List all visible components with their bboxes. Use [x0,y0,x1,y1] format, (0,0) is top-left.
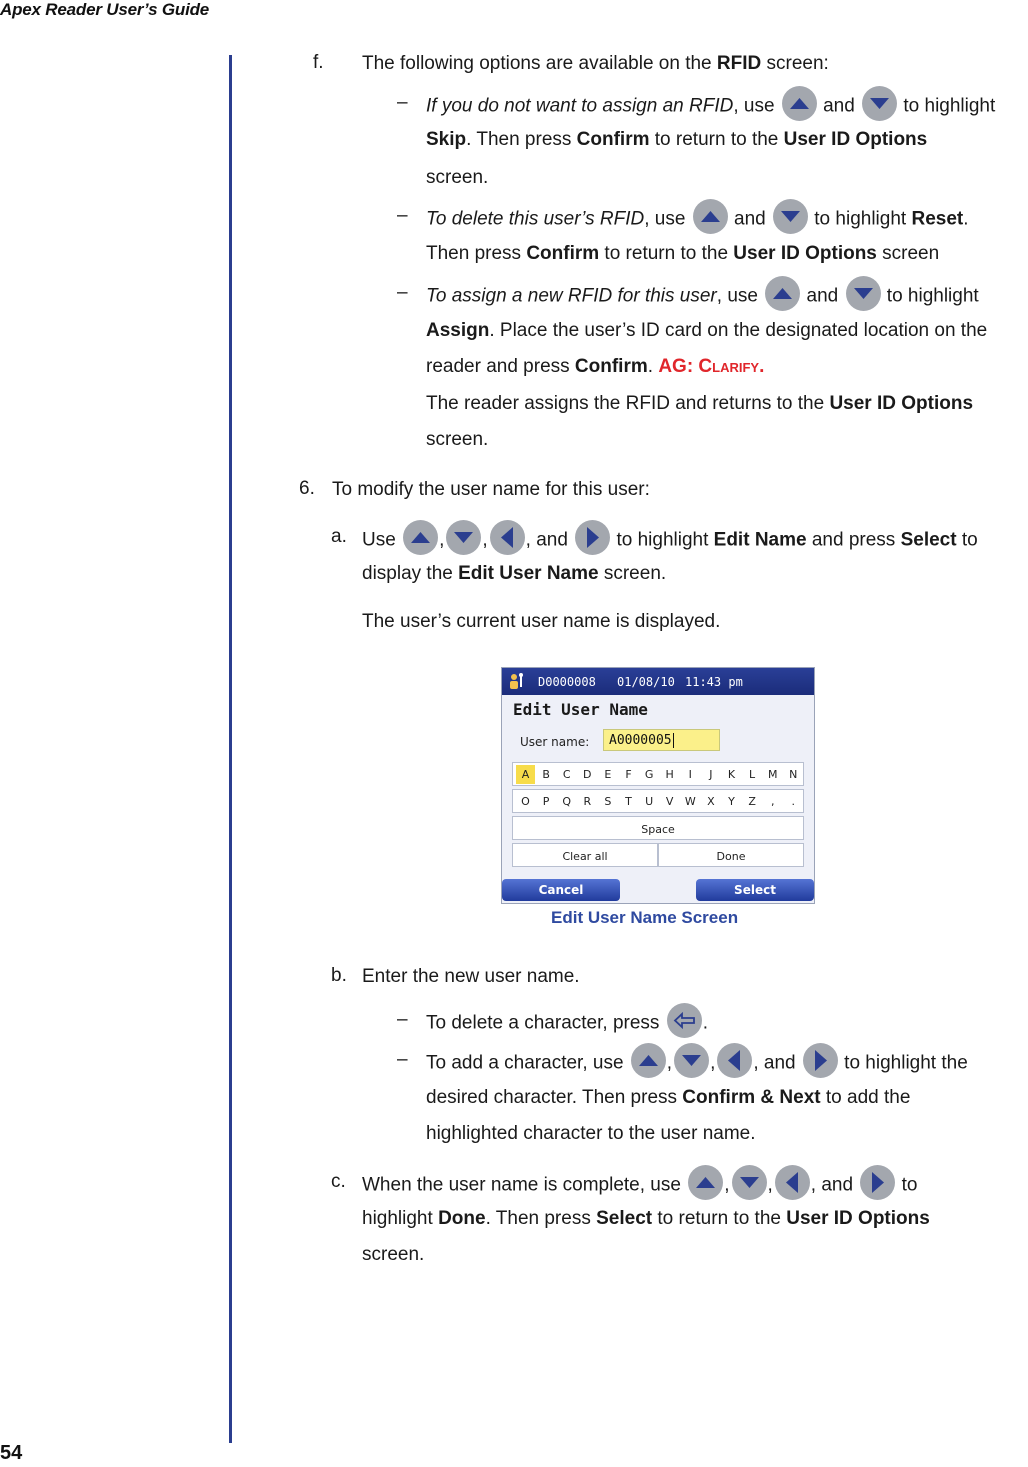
keyboard-key[interactable]: W [684,795,696,808]
up-arrow-button-icon [688,1165,723,1200]
edit-user-name-screenshot [501,667,815,904]
user-name-field[interactable]: A0000005 [603,729,720,751]
right-arrow-button-icon [860,1165,895,1200]
reset-option-line-1: To delete this user’s RFID, use and to highlight Reset. [426,205,969,234]
keyboard-row-1 [512,762,804,786]
editor-note: AG: Clarify. [658,356,765,377]
keyboard-key[interactable]: G [644,768,654,781]
step-6a-line-2: display the Edit User Name screen. [362,563,667,584]
select-softkey[interactable]: Select [696,879,814,901]
keyboard-key[interactable]: R [583,795,592,808]
list-marker-f: f. [313,52,324,73]
screenshot-time: 11:43 pm [685,675,743,689]
down-arrow-button-icon [446,520,481,555]
down-arrow-button-icon [674,1043,709,1078]
user-name-label: User name: [520,735,590,749]
assign-option-line-5: screen. [426,429,489,450]
left-arrow-button-icon [490,520,525,555]
dash-bullet: – [397,92,408,113]
down-arrow-button-icon [732,1165,767,1200]
keyboard-key[interactable]: P [542,795,550,808]
down-arrow-button-icon [862,86,897,121]
keyboard-key[interactable]: L [749,768,756,781]
up-arrow-button-icon [782,86,817,121]
keyboard-key[interactable]: J [709,768,713,781]
keyboard-key[interactable]: I [688,768,692,781]
keyboard-key[interactable]: H [665,768,674,781]
done-key[interactable]: Done [658,843,804,867]
list-marker-a: a. [331,526,347,547]
assign-option-line-2: Assign. Place the user’s ID card on the designated location on the [426,320,988,341]
dash-bullet: – [397,1049,408,1070]
keyboard-key[interactable]: , [770,795,775,808]
right-arrow-button-icon [575,520,610,555]
keyboard-key[interactable]: . [791,795,796,808]
right-arrow-button-icon [803,1043,838,1078]
dash-bullet: – [397,282,408,303]
keyboard-key[interactable]: F [625,768,632,781]
skip-option-line-1: If you do not want to assign an RFID, use and to highlight [426,92,995,121]
up-arrow-button-icon [403,520,438,555]
keyboard-key[interactable]: M [767,768,778,781]
keyboard-key[interactable]: K [727,768,736,781]
keyboard-key[interactable]: B [542,768,550,781]
keyboard-key[interactable]: N [789,768,798,781]
reset-option-line-2: Then press Confirm to return to the User ID Options screen [426,243,940,264]
step-6a-line-1: Use , , , and to highlight Edit Name and press Select to [362,526,978,555]
list-marker-6: 6. [299,478,315,499]
keyboard-key[interactable]: O [521,795,530,808]
figure-caption: Edit User Name Screen [551,908,739,927]
keyboard-key[interactable]: V [665,795,674,808]
keyboard-row-2 [512,789,804,813]
backspace-button-icon [667,1003,702,1038]
keyboard-key[interactable]: S [604,795,612,808]
screenshot-status-bar [502,668,814,695]
step-6b-text: Enter the new user name. [362,966,580,987]
keyboard-key[interactable]: E [604,768,612,781]
clear-all-key[interactable]: Clear all [512,843,658,867]
step-6c-line-1: When the user name is complete, use , , , and to [362,1171,917,1200]
dash-bullet: – [397,1009,408,1030]
add-char-line-3: highlighted character to the user name. [426,1123,756,1144]
left-arrow-button-icon [717,1043,752,1078]
assign-option-line-4: The reader assigns the RFID and returns to the User ID Options [426,393,974,414]
space-key[interactable]: Space [512,816,804,840]
up-arrow-button-icon [765,276,800,311]
list-marker-c: c. [331,1171,346,1192]
dash-bullet: – [397,205,408,226]
add-char-line-1: To add a character, use , , , and to highlight the [426,1049,968,1078]
skip-option-line-3: screen. [426,167,489,188]
add-char-line-2: desired character. Then press Confirm & Next to add the [426,1087,911,1108]
user-id-icon [508,672,526,693]
left-arrow-button-icon [775,1165,810,1200]
keyboard-key[interactable]: Y [728,795,735,808]
up-arrow-button-icon [631,1043,666,1078]
assign-option-line-1: To assign a new RFID for this user, use and to highlight [426,282,979,311]
step-6c-line-3: screen. [362,1244,425,1265]
margin-rule [229,55,232,1443]
keyboard-key[interactable]: U [645,795,654,808]
step-6a-note: The user’s current user name is displayed. [362,611,721,632]
list-marker-b: b. [331,965,347,986]
step-6-text: To modify the user name for this user: [332,479,650,500]
delete-char-line: To delete a character, press . [426,1009,708,1038]
down-arrow-button-icon [846,276,881,311]
keyboard-key[interactable]: T [625,795,632,808]
keyboard-key[interactable]: A [516,765,535,784]
keyboard-key[interactable]: Q [562,795,572,808]
keyboard-key[interactable]: Z [748,795,756,808]
cancel-softkey[interactable]: Cancel [502,879,620,901]
running-header: Apex Reader User’s Guide [0,0,210,19]
page-number: 54 [0,1442,23,1464]
keyboard-key[interactable]: X [707,795,715,808]
down-arrow-button-icon [773,199,808,234]
assign-option-line-3: reader and press Confirm. AG: Clarify. [426,356,765,377]
keyboard-key[interactable]: D [583,768,592,781]
screenshot-date: 01/08/10 [617,675,675,689]
screenshot-title: Edit User Name [513,700,648,719]
up-arrow-button-icon [693,199,728,234]
step-6c-line-2: highlight Done. Then press Select to return to the User ID Options [362,1208,930,1229]
skip-option-line-2: Skip. Then press Confirm to return to the User ID Options [426,129,928,150]
rfid-options-intro: The following options are available on the RFID screen: [362,53,829,74]
screenshot-user-id: D0000008 [538,675,596,689]
keyboard-key[interactable]: C [562,768,571,781]
